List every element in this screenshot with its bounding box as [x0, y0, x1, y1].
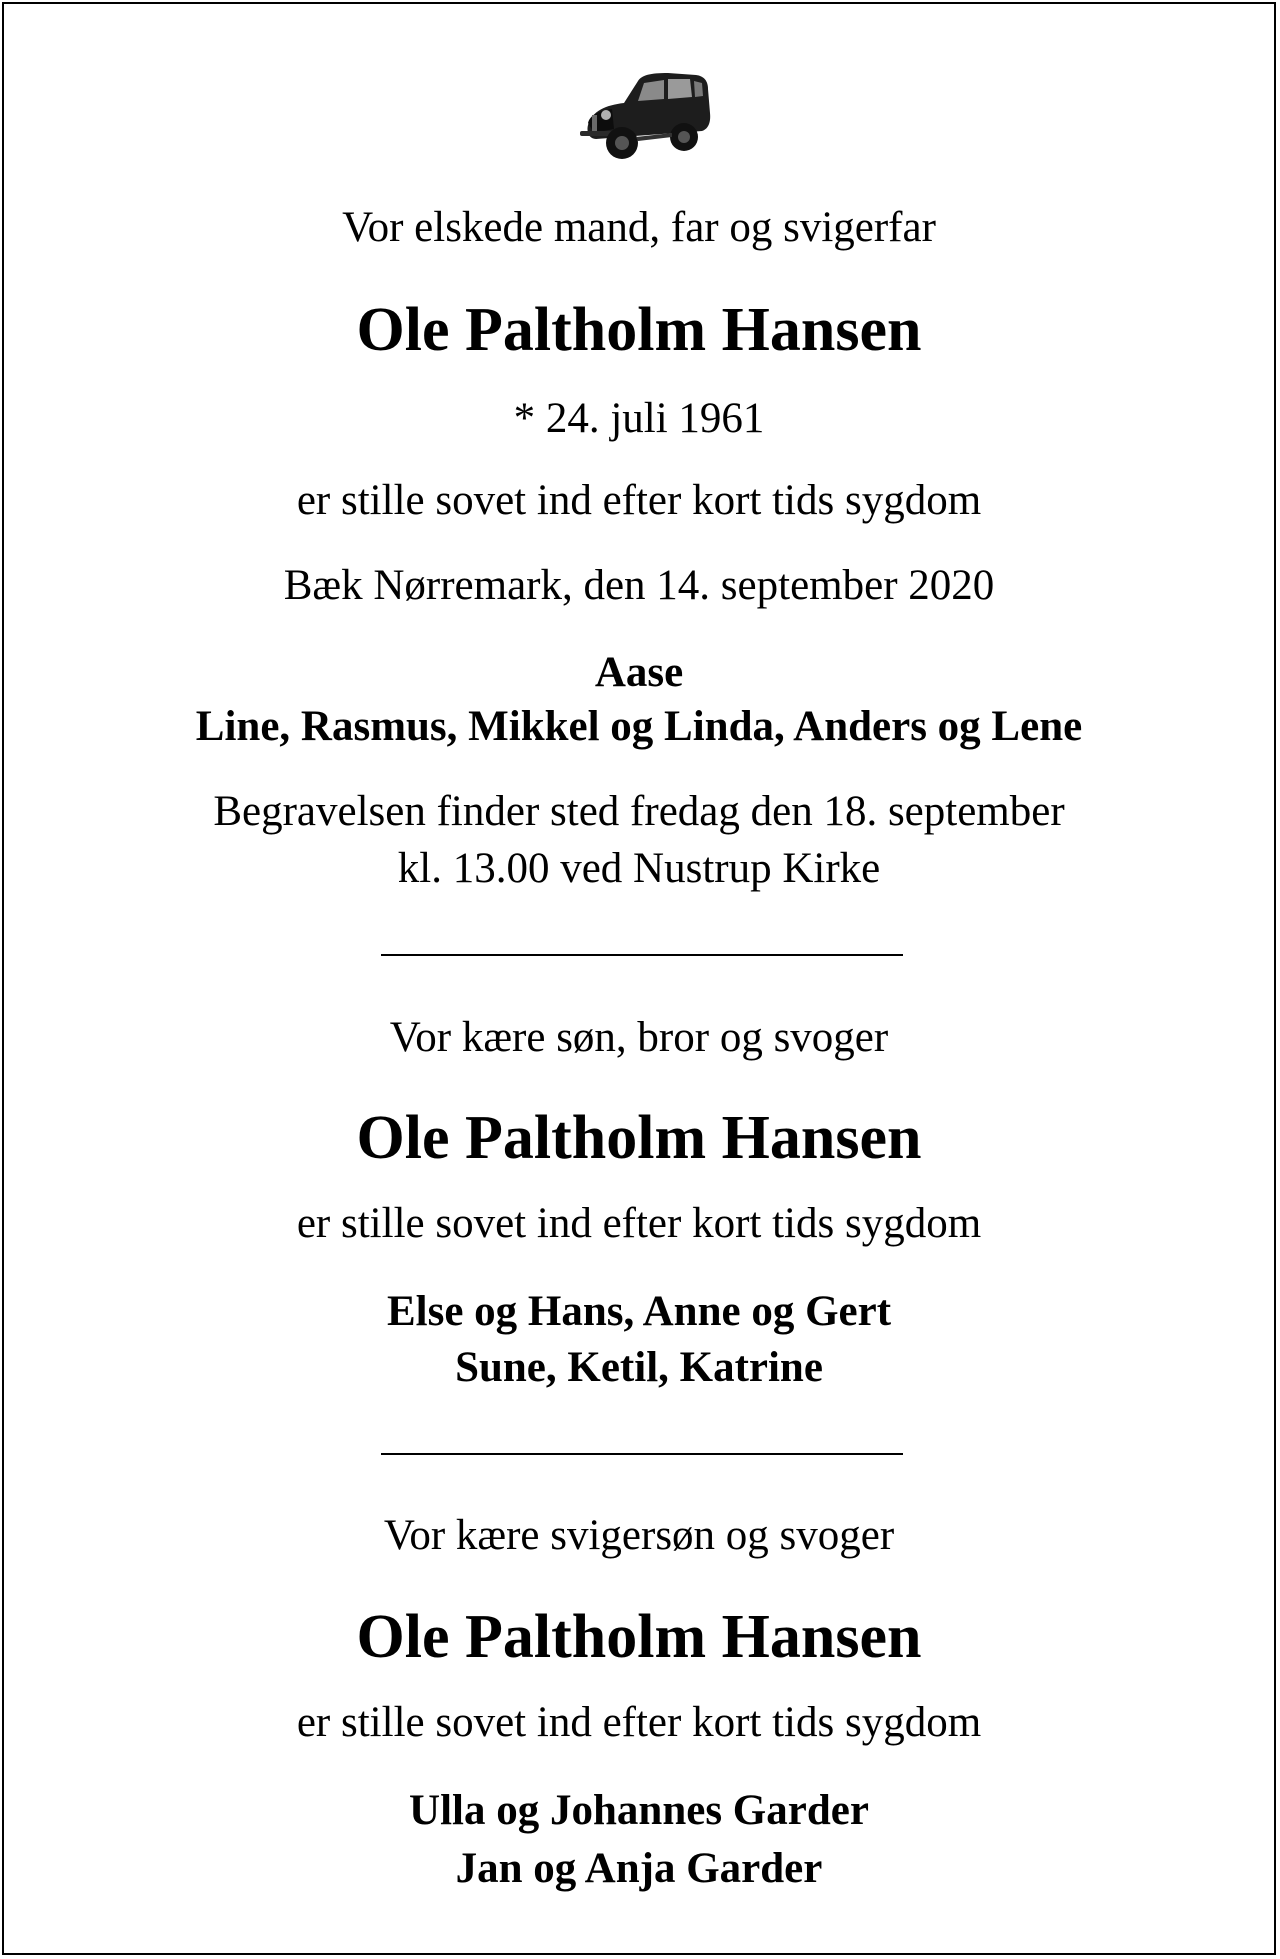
- notice-1-place-date: Bæk Nørremark, den 14. september 2020: [283, 562, 995, 609]
- notice-1-funeral-line-2: kl. 13.00 ved Nustrup Kirke: [397, 845, 881, 892]
- notice-1-intro: Vor elskede mand, far og svigerfar: [342, 204, 936, 251]
- notice-1-name: Ole Paltholm Hansen: [356, 296, 922, 364]
- notice-1-family-line-2: Line, Rasmus, Mikkel og Linda, Anders og Lene: [195, 703, 1083, 750]
- notice-1-passing: er stille sovet ind efter kort tids sygdom: [296, 477, 982, 524]
- notice-3-family-line-1: Ulla og Johannes Garder: [409, 1787, 869, 1834]
- notice-1-born: * 24. juli 1961: [513, 395, 765, 442]
- notice-2-passing: er stille sovet ind efter kort tids sygdom: [296, 1200, 982, 1247]
- notice-3-name: Ole Paltholm Hansen: [356, 1603, 922, 1671]
- vintage-car-icon: [572, 67, 714, 167]
- notice-2-family-line-2: Sune, Ketil, Katrine: [455, 1344, 823, 1391]
- notice-3-family-line-2: Jan og Anja Garder: [455, 1845, 823, 1892]
- notice-2-family-line-1: Else og Hans, Anne og Gert: [386, 1288, 892, 1335]
- notice-2-name: Ole Paltholm Hansen: [356, 1104, 922, 1172]
- obituary-frame: [2, 2, 1276, 1955]
- notice-3-passing: er stille sovet ind efter kort tids sygdom: [296, 1699, 982, 1746]
- notice-1-funeral-line-1: Begravelsen finder sted fredag den 18. september: [213, 788, 1065, 835]
- divider: [381, 1453, 903, 1455]
- notice-3-intro: Vor kære svigersøn og svoger: [383, 1512, 895, 1559]
- notice-2-intro: Vor kære søn, bror og svoger: [389, 1014, 889, 1061]
- notice-1-family-line-1: Aase: [594, 649, 684, 696]
- divider: [381, 954, 903, 956]
